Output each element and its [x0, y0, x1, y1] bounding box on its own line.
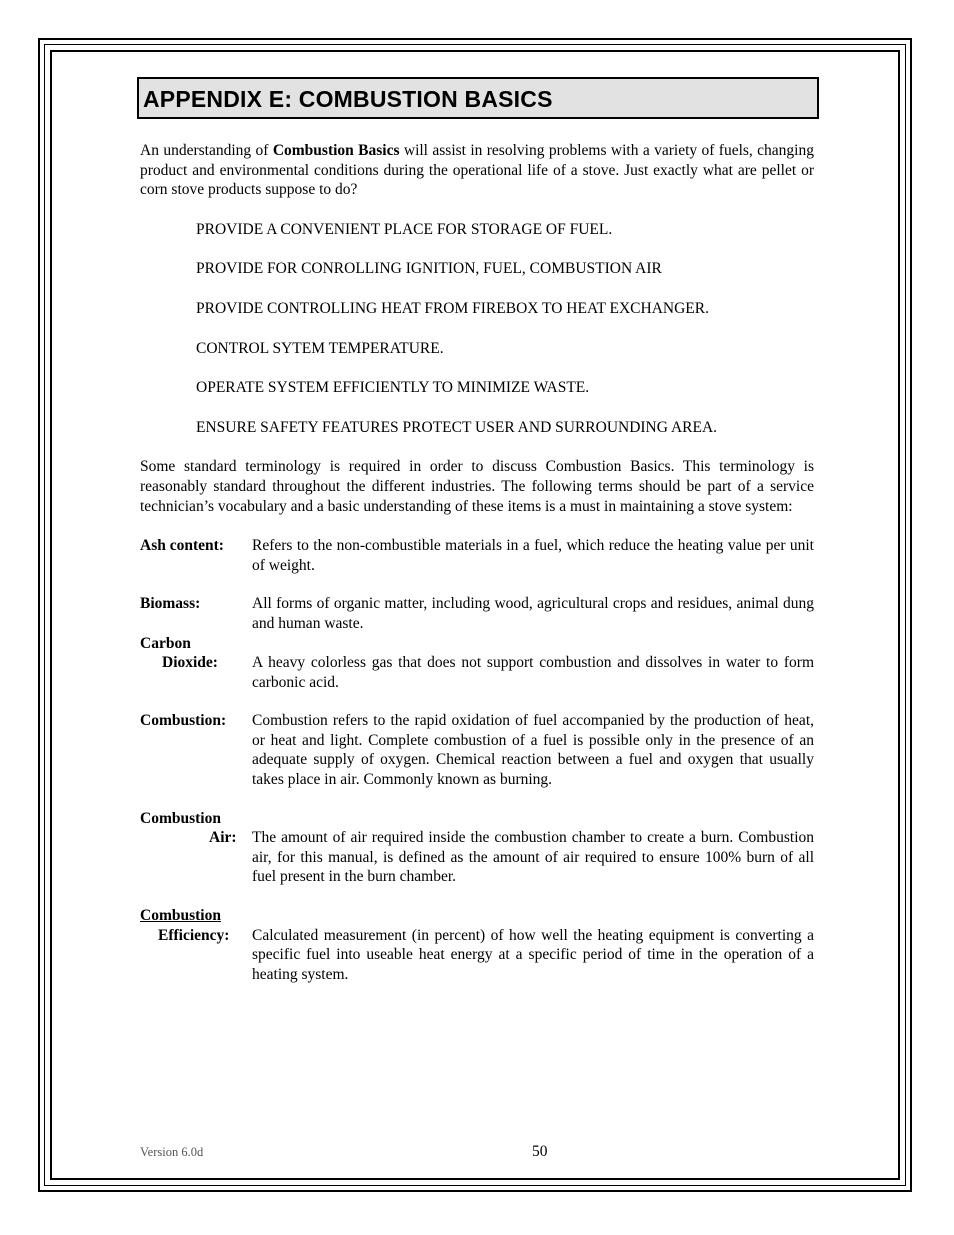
term-label-line1: Combustion — [140, 809, 221, 827]
intro-text-post: will assist in resolving problems with a variety of fuels, changing product and environmental conditions during the operational life of a stove. Just exactly what are pellet or corn stove products suppose to do? — [140, 142, 814, 199]
term-label: Biomass: — [140, 595, 201, 613]
term-combustion-air — [140, 809, 814, 887]
term-definition: Refers to the non-combustible materials in a fuel, which reduce the heating value per unit of weight. — [252, 537, 814, 574]
term-label: Ash content: — [140, 537, 224, 555]
term-label-line2: Air: — [209, 829, 237, 847]
term-combustion-efficiency — [140, 906, 814, 984]
term-definition: The amount of air required inside the combustion chamber to create a burn. Combustion air, for this manual, is defined as the amount of air required to ensure 100% burn of all fuel present in the burn chamber. — [252, 829, 814, 886]
list-item: CONTROL SYTEM TEMPERATURE. — [196, 339, 444, 357]
term-label-line1: Combustion — [140, 907, 221, 925]
intro-text-bold: Combustion Basics — [272, 142, 400, 159]
term-label-line1: Carbon — [140, 634, 191, 652]
list-item: PROVIDE A CONVENIENT PLACE FOR STORAGE OF FUEL. — [196, 220, 613, 238]
term-definition: Calculated measurement (in percent) of how well the heating equipment is converting a specific fuel into useable heat energy at a specific period of time in the operation of a heating system. — [252, 926, 814, 983]
term-definition: All forms of organic matter, including wood, agricultural crops and residues, animal dung and human waste. — [252, 595, 814, 632]
term-label: Combustion: — [140, 712, 227, 730]
list-item: PROVIDE CONTROLLING HEAT FROM FIREBOX TO HEAT EXCHANGER. — [196, 299, 709, 317]
list-item: PROVIDE FOR CONROLLING IGNITION, FUEL, COMBUSTION AIR — [196, 260, 662, 278]
intro-text-pre: An understanding of — [140, 142, 273, 159]
term-combustion — [140, 711, 814, 789]
term-definition: Combustion refers to the rapid oxidation of fuel accompanied by the production of heat, or heat and light. Complete combustion of a fuel is possible only in the presence of an adequate supply of oxygen. Chemical reaction between a fuel and oxygen that usually takes place in air. Commonly known as burning. — [252, 712, 814, 789]
term-definition: A heavy colorless gas that does not support combustion and dissolves in water to form carbonic acid. — [252, 654, 814, 691]
title-box — [137, 77, 819, 119]
term-label-line2: Efficiency: — [158, 926, 230, 944]
term-biomass — [140, 594, 814, 633]
document-body — [140, 141, 814, 1003]
list-item: ENSURE SAFETY FEATURES PROTECT USER AND SURROUNDING AREA. — [196, 418, 718, 436]
term-carbon-dioxide — [140, 634, 814, 693]
list-item: OPERATE SYSTEM EFFICIENTLY TO MINIMIZE WASTE. — [196, 379, 590, 397]
intro-paragraph — [140, 141, 814, 200]
page-number: 50 — [532, 1143, 548, 1160]
page-title: APPENDIX E: COMBUSTION BASICS — [143, 86, 553, 112]
terms-intro-paragraph: Some standard terminology is required in order to discuss Combustion Basics. This terminology is reasonably standard throughout the different industries. The following terms should be part of a service technician’s vocabulary and a basic understanding of these items is a must in maintaining a stove system: — [140, 458, 814, 515]
footer-version: Version 6.0d — [140, 1145, 204, 1159]
term-label-line2: Dioxide: — [162, 654, 218, 672]
term-ash-content — [140, 536, 814, 575]
